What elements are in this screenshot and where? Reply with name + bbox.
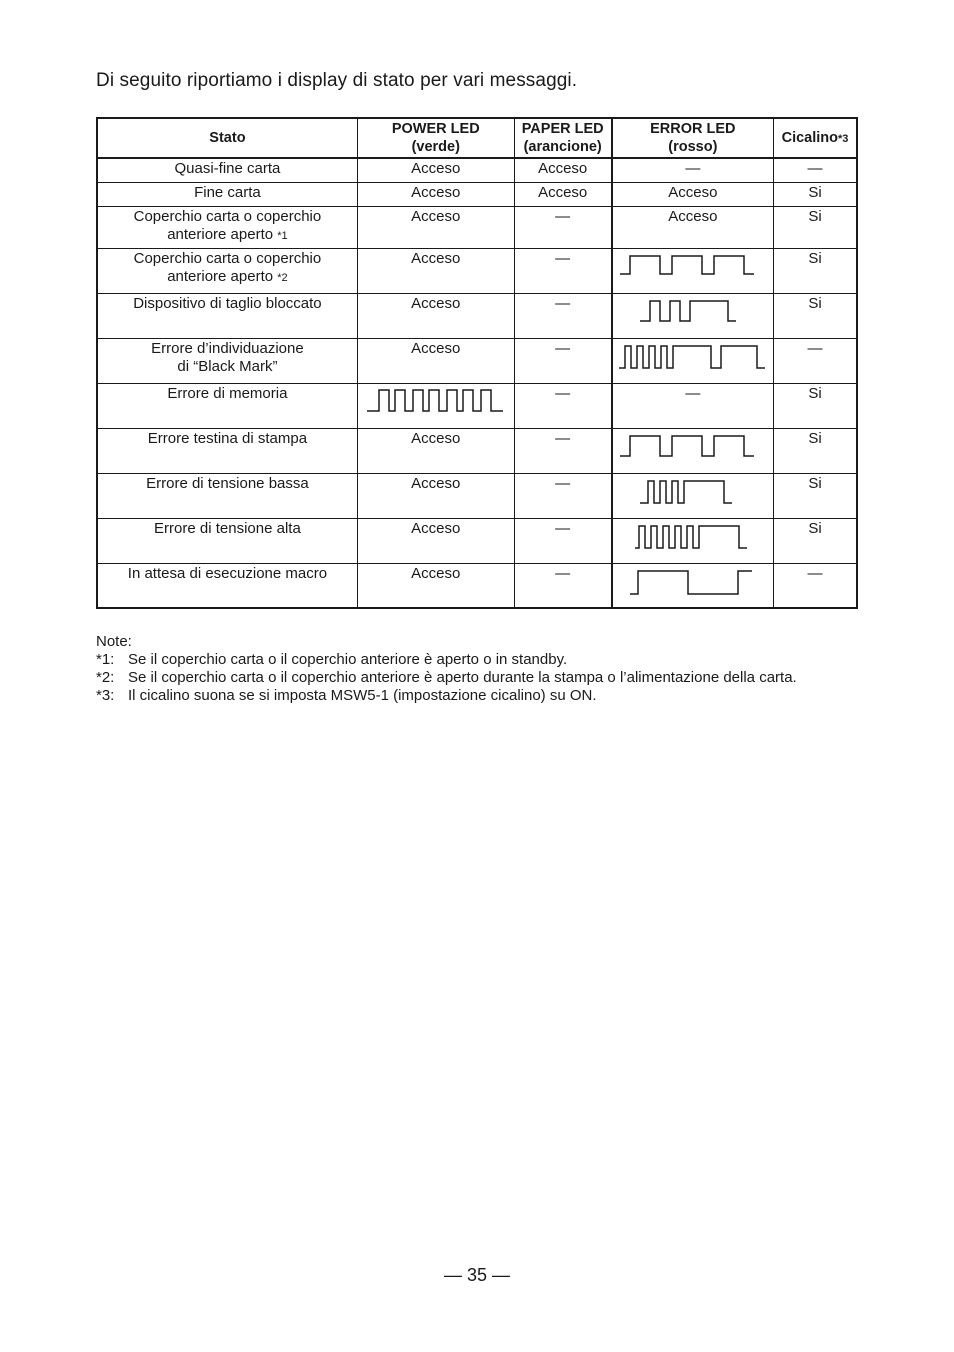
cell-stato: Errore di tensione bassa	[97, 473, 357, 518]
table-header-row	[97, 118, 857, 158]
note-item	[96, 651, 856, 669]
page-number: — 35 —	[443, 1265, 511, 1285]
cell-paper: —	[514, 293, 612, 338]
note-text: Se il coperchio carta o il coperchio anteriore è aperto durante la stampa o l’alimentazione della carta.	[128, 669, 797, 686]
header-paper-led: PAPER LED (arancione)	[514, 118, 612, 158]
cell-power: Acceso	[357, 158, 514, 182]
cell-power: Acceso	[357, 182, 514, 206]
cell-error-pattern	[612, 338, 774, 383]
header-power-led: POWER LED (verde)	[357, 118, 514, 158]
cell-paper: —	[514, 518, 612, 563]
cell-error: Acceso	[612, 182, 774, 206]
cell-power: Acceso	[357, 338, 514, 383]
cell-power: Acceso	[357, 293, 514, 338]
cell-paper: Acceso	[514, 182, 612, 206]
cell-error-pattern	[612, 473, 774, 518]
cell-cicalino: Si	[774, 293, 857, 338]
notes-title: Note:	[96, 633, 132, 650]
cell-paper: Acceso	[514, 158, 612, 182]
table-row	[97, 473, 857, 518]
cell-cicalino: Si	[774, 248, 857, 293]
note-item	[96, 669, 856, 687]
cell-stato: Errore di memoria	[97, 383, 357, 428]
cell-cicalino: Si	[774, 383, 857, 428]
cell-power: Acceso	[357, 473, 514, 518]
table-row	[97, 248, 857, 293]
cell-cicalino: Si	[774, 206, 857, 248]
note-item	[96, 687, 856, 705]
error-led-slow-blink-waveform	[618, 250, 768, 284]
cell-cicalino: Si	[774, 182, 857, 206]
table-row	[97, 563, 857, 608]
header-error-led: ERROR LED (rosso)	[612, 118, 774, 158]
header-stato: Stato	[97, 118, 357, 158]
note-mark: *3:	[96, 687, 115, 704]
cell-power-pattern	[357, 383, 514, 428]
table-row	[97, 182, 857, 206]
cell-stato: Errore testina di stampa	[97, 428, 357, 473]
cell-stato: Coperchio carta o coperchio anteriore aperto *1	[97, 206, 357, 248]
cell-stato: Coperchio carta o coperchio anteriore aperto *2	[97, 248, 357, 293]
cell-paper: —	[514, 338, 612, 383]
error-led-slow-blink-waveform	[618, 430, 768, 464]
cell-error: Acceso	[612, 206, 774, 248]
cell-cicalino: —	[774, 158, 857, 182]
cell-power: Acceso	[357, 563, 514, 608]
error-led-4-pulses-long-waveform	[617, 340, 769, 374]
status-table	[96, 117, 858, 609]
table-row	[97, 293, 857, 338]
header-cicalino: Cicalino*3	[774, 118, 857, 158]
table-row	[97, 428, 857, 473]
error-led-long-blink-waveform	[628, 565, 758, 599]
cell-stato: Quasi-fine carta	[97, 158, 357, 182]
note-text: Se il coperchio carta o il coperchio anteriore è aperto o in standby.	[128, 651, 568, 668]
table-row	[97, 158, 857, 182]
cell-error: —	[612, 158, 774, 182]
cell-paper: —	[514, 428, 612, 473]
cell-stato: In attesa di esecuzione macro	[97, 563, 357, 608]
error-led-4-pulses-waveform	[633, 520, 753, 554]
note-text: Il cicalino suona se si imposta MSW5-1 (impostazione cicalino) su ON.	[128, 687, 597, 704]
power-led-fast-blink-waveform	[365, 385, 507, 419]
cell-error: —	[612, 383, 774, 428]
cell-stato: Errore di tensione alta	[97, 518, 357, 563]
cell-stato: Errore d’individuazione di “Black Mark”	[97, 338, 357, 383]
cell-power: Acceso	[357, 248, 514, 293]
table-row	[97, 383, 857, 428]
table-row	[97, 338, 857, 383]
cell-stato: Fine carta	[97, 182, 357, 206]
cell-error-pattern	[612, 293, 774, 338]
cell-power: Acceso	[357, 206, 514, 248]
cell-paper: —	[514, 248, 612, 293]
cell-paper: —	[514, 206, 612, 248]
note-mark: *1:	[96, 651, 115, 668]
cell-paper: —	[514, 383, 612, 428]
notes-section	[96, 633, 856, 705]
table-row	[97, 518, 857, 563]
table-row	[97, 206, 857, 248]
error-led-2-pulses-waveform	[638, 295, 748, 329]
cell-error-pattern	[612, 248, 774, 293]
cell-power: Acceso	[357, 428, 514, 473]
cell-cicalino: Si	[774, 518, 857, 563]
cell-error-pattern	[612, 563, 774, 608]
cell-cicalino: Si	[774, 428, 857, 473]
cell-cicalino: Si	[774, 473, 857, 518]
intro-text: Di seguito riportiamo i display di stato per vari messaggi.	[96, 70, 578, 91]
cell-cicalino: —	[774, 563, 857, 608]
cell-paper: —	[514, 563, 612, 608]
note-mark: *2:	[96, 669, 115, 686]
cell-cicalino: —	[774, 338, 857, 383]
cell-power: Acceso	[357, 518, 514, 563]
error-led-3-pulses-waveform	[638, 475, 748, 509]
cell-paper: —	[514, 473, 612, 518]
cell-error-pattern	[612, 428, 774, 473]
cell-stato: Dispositivo di taglio bloccato	[97, 293, 357, 338]
cell-error-pattern	[612, 518, 774, 563]
